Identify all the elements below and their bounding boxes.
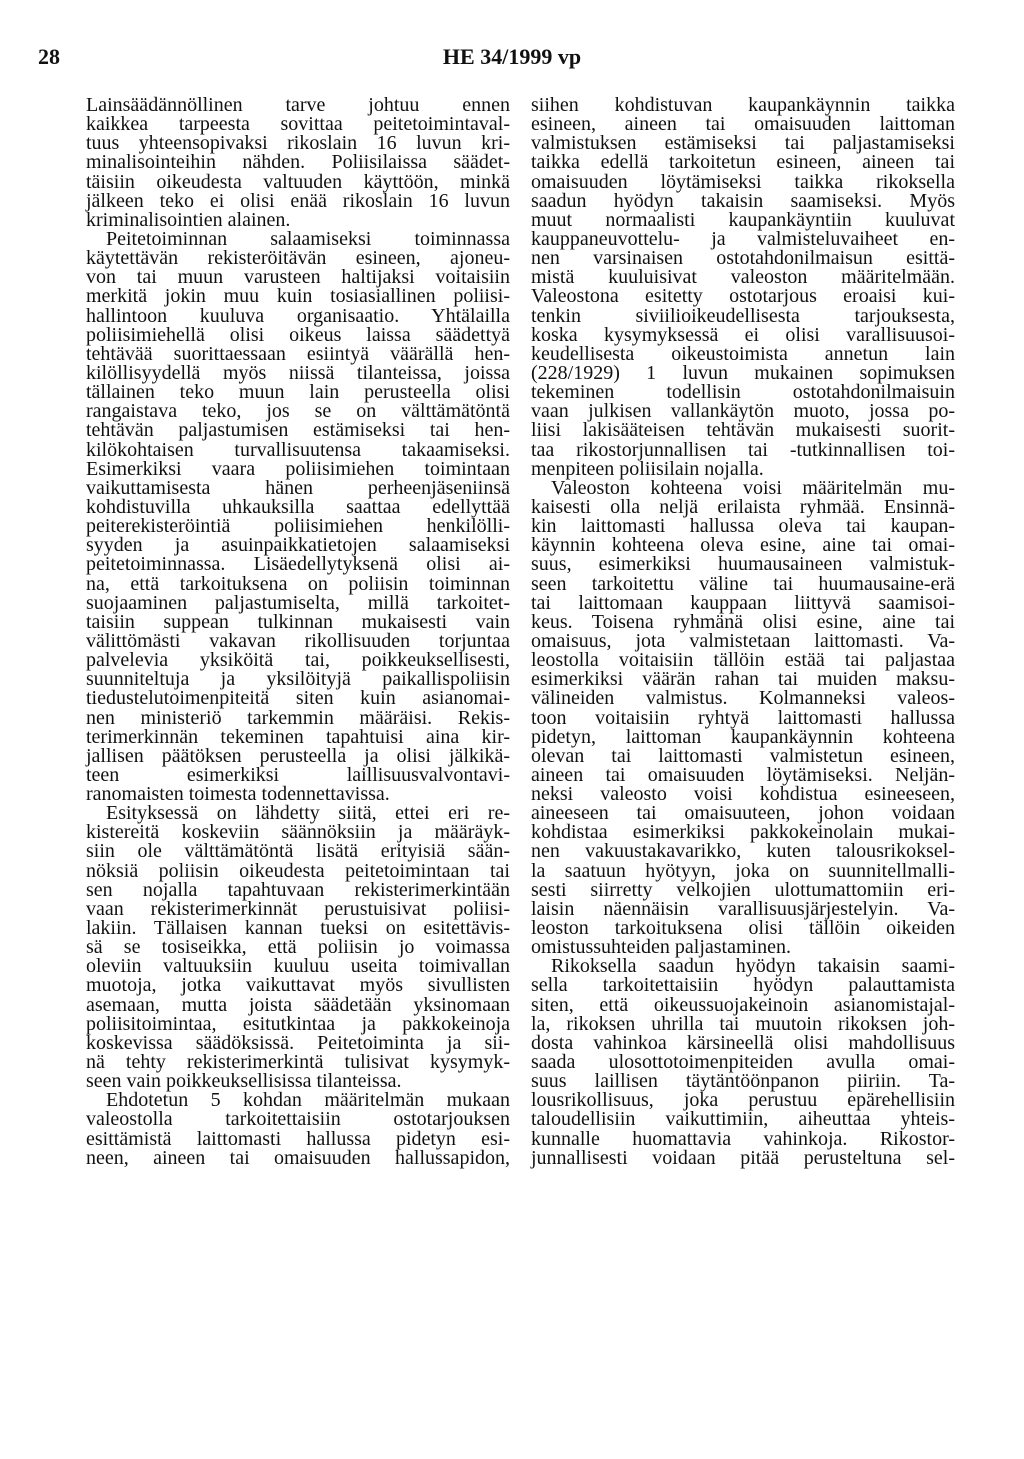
text-line: vaan julkisen vallankäytön muoto, jossa po- — [531, 400, 955, 423]
text-line: kaisesti olla neljä erilaista ryhmää. Ensinnä- — [531, 495, 955, 518]
text-line: kohdistaa esimerkiksi pakkokeinolain mukai- — [531, 821, 955, 844]
text-line: kilökohtaisen turvallisuutensa takaamiseksi. — [86, 438, 510, 461]
text-line: dosta vahinkoa kärsineellä olisi mahdollisuus — [531, 1031, 955, 1054]
text-line: palvelevia yksiköitä tai, poikkeuksellisesti, — [86, 649, 510, 672]
text-line: tekeminen todellisin ostotahdonilmaisuin — [531, 381, 955, 404]
text-line: muotoja, jotka vaikuttavat myös sivullisten — [86, 974, 510, 997]
text-line: mistä kuuluisivat valeoston määritelmään. — [531, 266, 955, 289]
text-line: hallintoon kuuluva organisaatio. Yhtälailla — [86, 304, 510, 327]
text-line: syyden ja asuinpaikkatietojen salaamiseksi — [86, 534, 510, 557]
text-line: siihen kohdistuvan kaupankäynnin taikka — [531, 94, 955, 116]
text-line: taa rikostorjunnallisen tai -tutkinnallisen toi- — [531, 438, 955, 461]
text-line: peiterekisteröintiä poliisimiehen henkilölli- — [86, 515, 510, 538]
text-line: nen ministeriö tarkemmin määräisi. Rekis- — [86, 706, 510, 729]
text-line: keudellisesta oikeustoimista annetun lain — [531, 342, 955, 365]
text-line: nä tehty rekisterimerkintä tulisivat kysymyk- — [86, 1051, 510, 1074]
text-line: Esimerkiksi vaara poliisimiehen toimintaan — [86, 457, 510, 480]
text-line: ranomaisten toimesta todennettavissa. — [86, 783, 390, 806]
text-line: kriminalisointien alainen. — [86, 208, 291, 231]
text-line: la, rikoksen uhrilla tai muutoin rikoksen joh- — [531, 1012, 955, 1035]
text-line: kauppaneuvottelu- ja valmisteluvaiheet en- — [531, 227, 955, 250]
text-line: Peitetoiminnan salaamiseksi toiminnassa — [106, 227, 510, 250]
text-line: leoston tarkoituksena olisi tällöin oikeiden — [531, 917, 955, 940]
text-line: jallisen päätöksen perusteella ja olisi jälkikä- — [86, 744, 510, 767]
text-line: taikka edellä tarkoitetun esineen, aineen tai — [531, 151, 955, 174]
text-line: Esityksessä on lähdetty siitä, ettei eri re- — [106, 802, 510, 825]
text-line: muut normaalisti kaupankäyntiin kuuluvat — [531, 208, 955, 231]
text-line: na, että tarkoituksena on poliisin toiminnan — [86, 572, 510, 595]
text-line: välineiden valmistus. Kolmanneksi valeos- — [531, 687, 955, 710]
text-line: taisiin suppean tulkinnan mukaisesti vain — [86, 610, 510, 633]
text-line: kohdistuvilla uhkauksilla saattaa edellyttää — [86, 495, 510, 518]
text-line: Rikoksella saadun hyödyn takaisin saami- — [551, 955, 955, 978]
text-line: neksi valeosto voisi kohdistua esineeseen, — [531, 783, 955, 806]
text-line: kilöllisyydellä myös niissä tilanteissa, joissa — [86, 361, 510, 384]
text-line: oleviin valtuuksiin kuuluu useita toimivallan — [86, 955, 510, 978]
text-line: esittämistä laittomasti hallussa pidetyn esi- — [86, 1127, 510, 1150]
text-line: suunniteltuja ja yksilöityjä paikallispoliisin — [86, 668, 510, 691]
text-line: esimerkiksi väärän rahan tai muiden maksu- — [531, 668, 955, 691]
text-line: kin laittomasti hallussa oleva tai kaupan- — [531, 515, 955, 538]
text-line: olevan tai laittomasti valmistetun esineen, — [531, 744, 955, 767]
running-header: HE 34/1999 vp — [442, 44, 582, 69]
text-line: saada ulosottotoimenpiteiden avulla omai- — [531, 1051, 955, 1074]
text-line: tai laittomaan kauppaan liittyvä saamisoi- — [531, 591, 955, 614]
text-line: asemaan, mutta joista säädetään yksinomaan — [86, 993, 510, 1016]
text-line: junnallisesti voidaan pitää perusteltuna sel- — [531, 1146, 955, 1169]
text-line: (228/1929) 1 luvun mukainen sopimuksen — [531, 361, 955, 384]
text-line: suus, esimerkiksi huumausaineen valmistuk- — [531, 553, 955, 576]
text-line: taloudellisiin vaikuttimiin, aiheuttaa yhteis- — [531, 1108, 955, 1131]
text-line: nöksiä poliisin oikeudesta peitetoimintaan tai — [86, 859, 510, 882]
text-line: rangaistava teko, jos se on välttämätöntä — [86, 400, 510, 423]
page-number: 28 — [38, 44, 60, 69]
text-line: tehtävän paljastumisen estämiseksi tai hen- — [86, 419, 510, 442]
text-line: täisiin oikeudesta valtuuden käyttöön, minkä — [86, 170, 510, 193]
text-line: tehtävää suorittaessaan esiintyä väärällä hen- — [86, 342, 510, 365]
text-line: tuus yhteensopivaksi rikoslain 16 luvun kri- — [86, 132, 510, 155]
text-line: neen, aineen tai omaisuuden hallussapidon, — [86, 1146, 510, 1169]
text-line: koska kysymyksessä ei olisi varallisuusoi- — [531, 323, 955, 346]
text-line: liisi lakisääteisen tehtävän mukaisesti suorit- — [531, 419, 955, 442]
text-line: la saatuun hyötyyn, joka on suunnitellmalli- — [531, 859, 955, 882]
text-line: tällainen teko muun lain perusteella olisi — [86, 381, 510, 404]
text-line: tenkin siviilioikeudellisesta tarjouksesta, — [531, 304, 955, 327]
text-line: valmistuksen estämiseksi tai paljastamiseksi — [531, 132, 955, 155]
text-line: sä se tosiseikka, että poliisin jo voimassa — [86, 936, 510, 959]
text-line: valeostolla tarkoitettaisiin ostotarjouksen — [86, 1108, 510, 1131]
text-line: poliisimiehellä olisi oikeus laissa säädettyä — [86, 323, 510, 346]
text-line: saadun hyödyn takaisin saamiseksi. Myös — [531, 189, 955, 212]
text-line: sen nojalla tapahtuvaan rekisterimerkintään — [86, 878, 510, 901]
text-line: Valeoston kohteena voisi määritelmän mu- — [551, 476, 955, 499]
text-line: lousrikollisuus, joka perustuu epärehellisiin — [531, 1089, 955, 1112]
text-line: vaikuttamisesta hänen perheenjäseniinsä — [86, 476, 510, 499]
text-line: teen esimerkiksi laillisuusvalvontavi- — [86, 763, 510, 786]
text-line: omaisuus, jota valmistetaan laittomasti. Va- — [531, 629, 955, 652]
text-line: suus laillisen täytäntöönpanon piiriin. Ta- — [531, 1070, 955, 1093]
text-line: käytettävän rekisteröitävän esineen, ajoneu- — [86, 247, 510, 270]
text-line: välittömästi vakavan rikollisuuden torjuntaa — [86, 629, 510, 652]
text-line: kistereitä koskeviin säännöksiin ja määräyk- — [86, 821, 510, 844]
text-line: kaikkea tarpeesta sovittaa peitetoimintaval- — [86, 113, 510, 136]
text-line: Valeostona esitetty ostotarjous eroaisi kui- — [531, 285, 955, 308]
text-line: Ehdotetun 5 kohdan määritelmän mukaan — [106, 1089, 510, 1112]
text-line: kunnalle huomattavia vahinkoja. Rikostor- — [531, 1127, 955, 1150]
text-line: minalisointeihin nähden. Poliisilaissa säädet- — [86, 151, 510, 174]
text-line: nen vakuustakavarikko, kuten talousrikoksel- — [531, 840, 955, 863]
right-text-column — [531, 96, 955, 1168]
text-line: siten, että oikeussuojakeinoin asianomistajal- — [531, 993, 955, 1016]
text-line: merkitä jokin muu kuin tosiasiallinen poliisi- — [86, 285, 510, 308]
text-line: keus. Toisena ryhmänä olisi esine, aine tai — [531, 610, 955, 633]
text-line: aineen tai omaisuuden löytämiseksi. Neljän- — [531, 763, 955, 786]
text-line: vaan rekisterimerkinnät perustuisivat poliisi- — [86, 897, 510, 920]
text-line: terimerkinnän tekeminen tapahtuisi aina kir- — [86, 725, 510, 748]
text-line: tiedustelutoimenpiteitä siten kuin asianomai- — [86, 687, 510, 710]
text-line: poliisitoimintaa, esitutkintaa ja pakkokeinoja — [86, 1012, 510, 1035]
text-line: toon voitaisiin ryhtyä laittomasti hallussa — [531, 706, 955, 729]
text-line: esineen, aineen tai omaisuuden laittoman — [531, 113, 955, 136]
text-line: omistussuhteiden paljastaminen. — [531, 936, 791, 959]
text-line: menpiteen poliisilain nojalla. — [531, 457, 764, 480]
text-line: nen varsinaisen ostotahdonilmaisun esittä- — [531, 247, 955, 270]
text-line: siin ole välttämätöntä lisätä erityisiä sään- — [86, 840, 510, 863]
text-line: peitetoiminnassa. Lisäedellytyksenä olisi ai- — [86, 553, 510, 576]
text-line: leostolla voitaisiin tällöin estää tai paljastaa — [531, 649, 955, 672]
text-line: sella tarkoitettaisiin hyödyn palauttamista — [531, 974, 955, 997]
text-line: von tai muun varusteen haltijaksi voitaisiin — [86, 266, 510, 289]
text-line: lakiin. Tällaisen kannan tueksi on esitettävis- — [86, 917, 510, 940]
text-line: sesti siirretty velkojien ulottumattomiin eri- — [531, 878, 955, 901]
text-line: seen tarkoitettu väline tai huumausaine-erä — [531, 572, 955, 595]
text-line: aineeseen tai omaisuuteen, johon voidaan — [531, 802, 955, 825]
text-line: käynnin kohteena oleva esine, aine tai omai- — [531, 534, 955, 557]
text-line: omaisuuden löytämiseksi taikka rikoksella — [531, 170, 955, 193]
text-line: pidetyn, laittoman kaupankäynnin kohteena — [531, 725, 955, 748]
text-line: suojaaminen paljastumiselta, millä tarkoitet- — [86, 591, 510, 614]
left-text-column — [86, 96, 510, 1168]
text-line: koskevissa säädöksissä. Peitetoiminta ja sii- — [86, 1031, 510, 1054]
text-line: jälkeen teko ei olisi enää rikoslain 16 luvun — [86, 189, 510, 212]
text-line: Lainsäädännöllinen tarve johtuu ennen — [86, 94, 510, 116]
text-line: laisin näennäisin varallisuusjärjestelyin. Va- — [531, 897, 955, 920]
text-line: seen vain poikkeuksellisissa tilanteissa. — [86, 1070, 402, 1093]
